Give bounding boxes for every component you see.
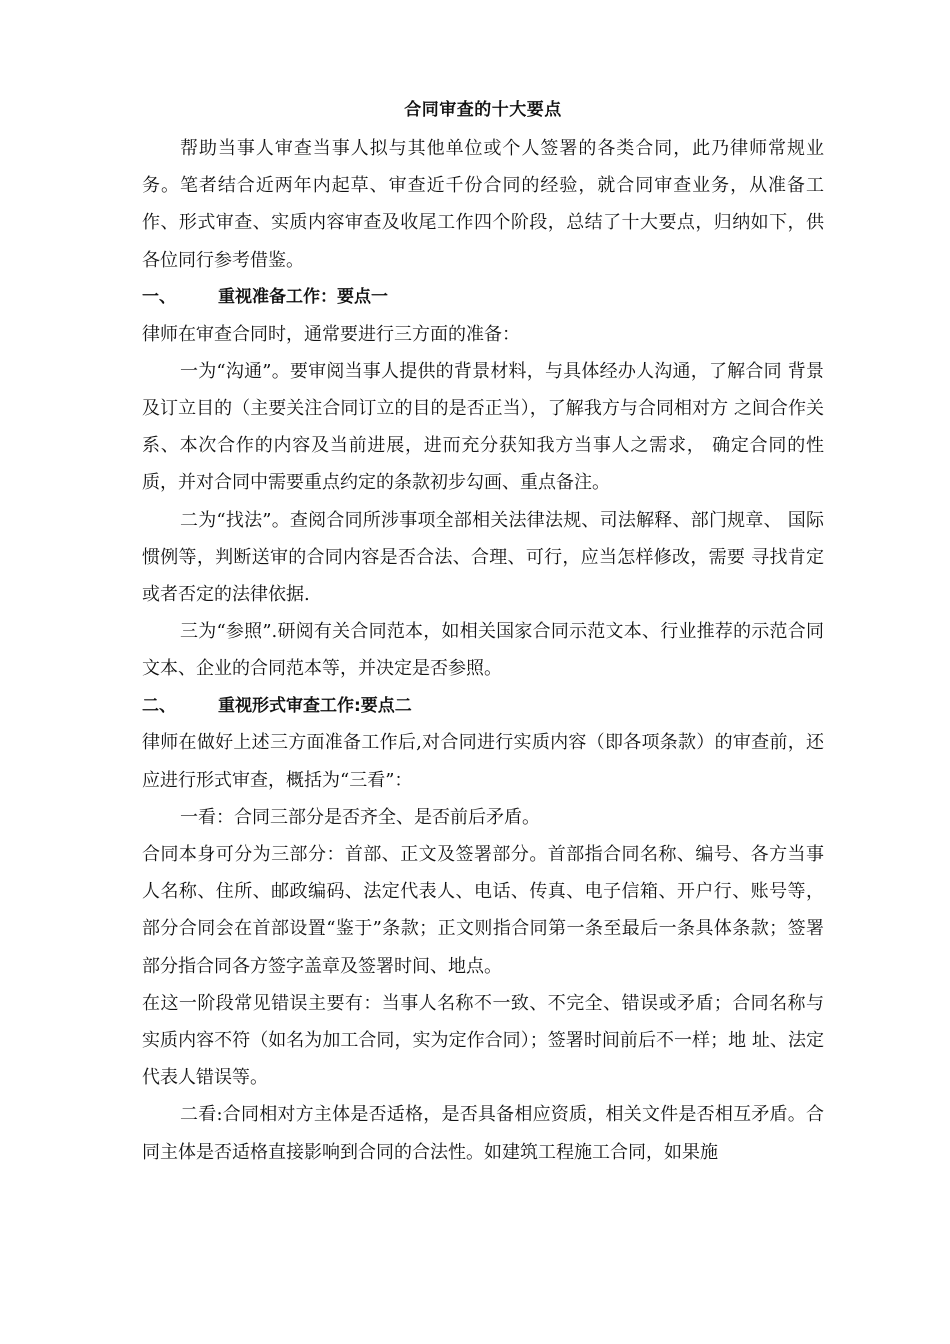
section-heading-1 — [142, 279, 824, 316]
intro-paragraph: 帮助当事人审查当事人拟与其他单位或个人签署的各类合同，此乃律师常规业务。笔者结合近两年内起草、审查近千份合同的经验，就合同审查业务，从准备工作、形式审查、实质内容审查及收尾工作四个阶段，总结了十大要点，归纳如下，供各位同行参考借鉴。 — [142, 138, 824, 271]
section-number-2: 二、 — [142, 695, 176, 716]
section2-lead: 律师在做好上述三方面准备工作后,对合同进行实质内容（即各项条款）的审查前，还应进行形式审查，概括为“三看”： — [142, 732, 824, 791]
section2-paragraph-second-look: 二看:合同相对方主体是否适格，是否具备相应资质，相关文件是否相互矛盾。合同主体是否适格直接影响到合同的合法性。如建筑工程施工合同，如果施 — [142, 1104, 824, 1163]
section-title-1: 重视准备工作：要点一 — [218, 286, 388, 307]
section-number-1: 一、 — [142, 286, 176, 307]
section1-paragraph-communication: 一为“沟通”。要审阅当事人提供的背景材料，与具体经办人沟通，了解合同 背景及订立目的（主要关注合同订立的目的是否正当），了解我方与合同相对方 之间合作关系、本次合作的内容及当前进展，进而充分获知我方当事人之需求， 确定合同的性质，并对合同中需要重点约定的条款初步勾画、重点备注。 — [142, 360, 824, 494]
section2-paragraph-first-look: 一看：合同三部分是否齐全、是否前后矛盾。 — [180, 806, 540, 828]
section-heading-2 — [142, 688, 824, 725]
section2-paragraph-common-errors: 在这一阶段常见错误主要有：当事人名称不一致、不完全、错误或矛盾；合同名称与实质内容不符（如名为加工合同，实为定作合同）；签署时间前后不一样；地 址、法定代表人错误等。 — [142, 992, 824, 1089]
section1-lead: 律师在审查合同时，通常要进行三方面的准备： — [142, 323, 520, 345]
section-title-2: 重视形式审查工作:要点二 — [218, 695, 412, 716]
section1-paragraph-reference: 三为“参照”.研阅有关合同范本，如相关国家合同示范文本、行业推荐的示范合同文本、企业的合同范本等，并决定是否参照。 — [142, 621, 824, 680]
document-page — [142, 98, 824, 1171]
document-title: 合同审查的十大要点 — [404, 100, 562, 120]
section1-paragraph-find-law: 二为“找法”。查阅合同所涉事项全部相关法律法规、司法解释、部门规章、 国际惯例等，判断送审的合同内容是否合法、合理、可行，应当怎样修改，需要 寻找肯定或者否定的法律依据. — [142, 509, 824, 606]
section2-paragraph-contract-parts: 合同本身可分为三部分：首部、正文及签署部分。首部指合同名称、编号、各方当事人名称、住所、邮政编码、法定代表人、电话、传真、电子信箱、开户行、账号等，部分合同会在首部设置“鉴于”条款；正文则指合同第一条至最后一条具体条款；签署部分指合同各方签字盖章及签署时间、地点。 — [142, 844, 824, 977]
